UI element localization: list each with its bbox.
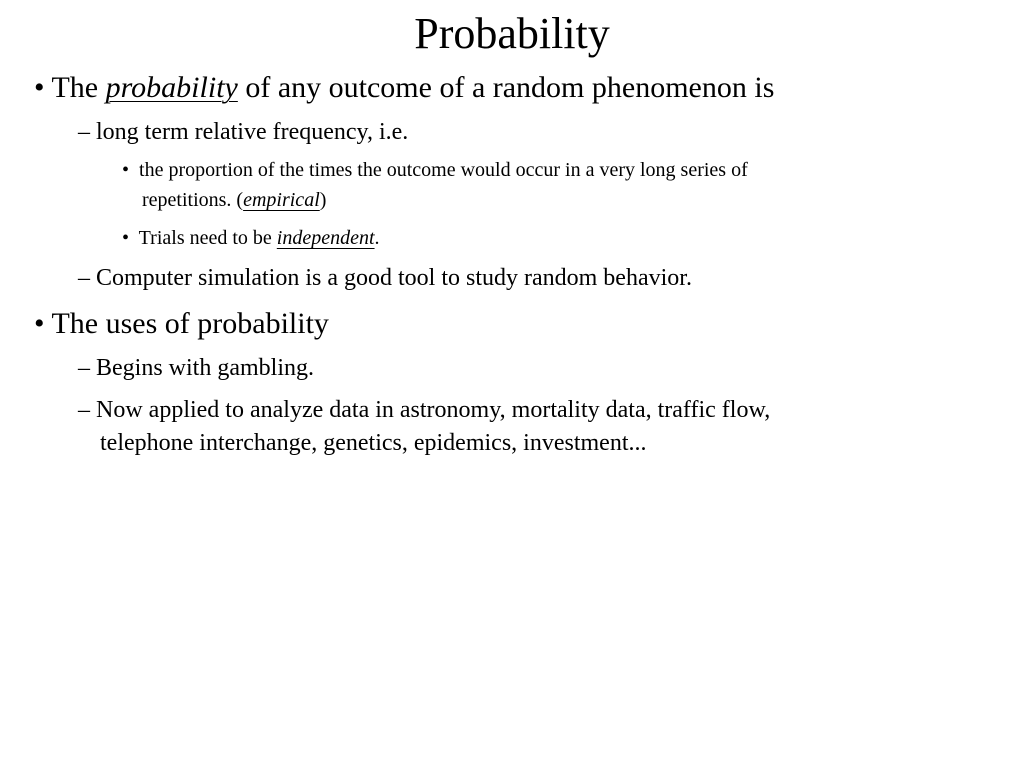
bullet-2-sub-2-line-2: telephone interchange, genetics, epidemics, investment... xyxy=(100,430,647,456)
bullet-1 xyxy=(34,70,774,106)
line-2-emphasis: empirical xyxy=(243,189,320,211)
bullet-1-subsub-1 xyxy=(122,157,748,183)
bullet-1-emphasis: probability xyxy=(105,71,238,104)
bullet-2-sub-1 xyxy=(78,353,314,383)
line-2-prefix: repetitions. ( xyxy=(142,189,244,211)
bullet-2-text: The uses of probability xyxy=(51,307,329,340)
dash-marker: – xyxy=(78,265,90,291)
bullet-1-subsub-1-line-1: the proportion of the times the outcome would occur in a very long series of xyxy=(139,159,748,181)
dash-marker: – xyxy=(78,355,90,381)
slide-title: Probability xyxy=(414,9,610,58)
bullet-2-sub-1-text: Begins with gambling. xyxy=(96,355,314,381)
bullet-1-sub-2-text: Computer simulation is a good tool to study random behavior. xyxy=(96,265,692,291)
bullet-2-sub-2 xyxy=(78,395,770,425)
bullet-1-subsub-1-continuation xyxy=(142,187,326,213)
bullet-1-sub-2 xyxy=(78,263,692,293)
bullet-marker: • xyxy=(34,71,45,104)
bullet-2-sub-2-continuation xyxy=(100,428,646,458)
line-2-suffix: ) xyxy=(319,189,327,211)
bullet-1-prefix: The xyxy=(51,71,106,104)
bullet-2-sub-2-line-1: Now applied to analyze data in astronomy, mortality data, traffic flow, xyxy=(96,397,771,423)
bullet-1-suffix: of any outcome of a random phenomenon is xyxy=(237,71,775,104)
bullet-marker: • xyxy=(122,227,130,249)
bullet-1-sub-1 xyxy=(78,117,408,147)
subsub-2-prefix: Trials need to be xyxy=(138,227,277,249)
bullet-2 xyxy=(34,306,329,342)
dash-marker: – xyxy=(78,397,90,423)
dash-marker: – xyxy=(78,119,90,145)
bullet-1-sub-1-text: long term relative frequency, i.e. xyxy=(96,119,409,145)
subsub-2-emphasis: independent xyxy=(276,227,375,249)
subsub-2-suffix: . xyxy=(374,227,380,249)
bullet-marker: • xyxy=(122,159,130,181)
bullet-marker: • xyxy=(34,307,45,340)
bullet-1-subsub-2 xyxy=(122,225,380,251)
